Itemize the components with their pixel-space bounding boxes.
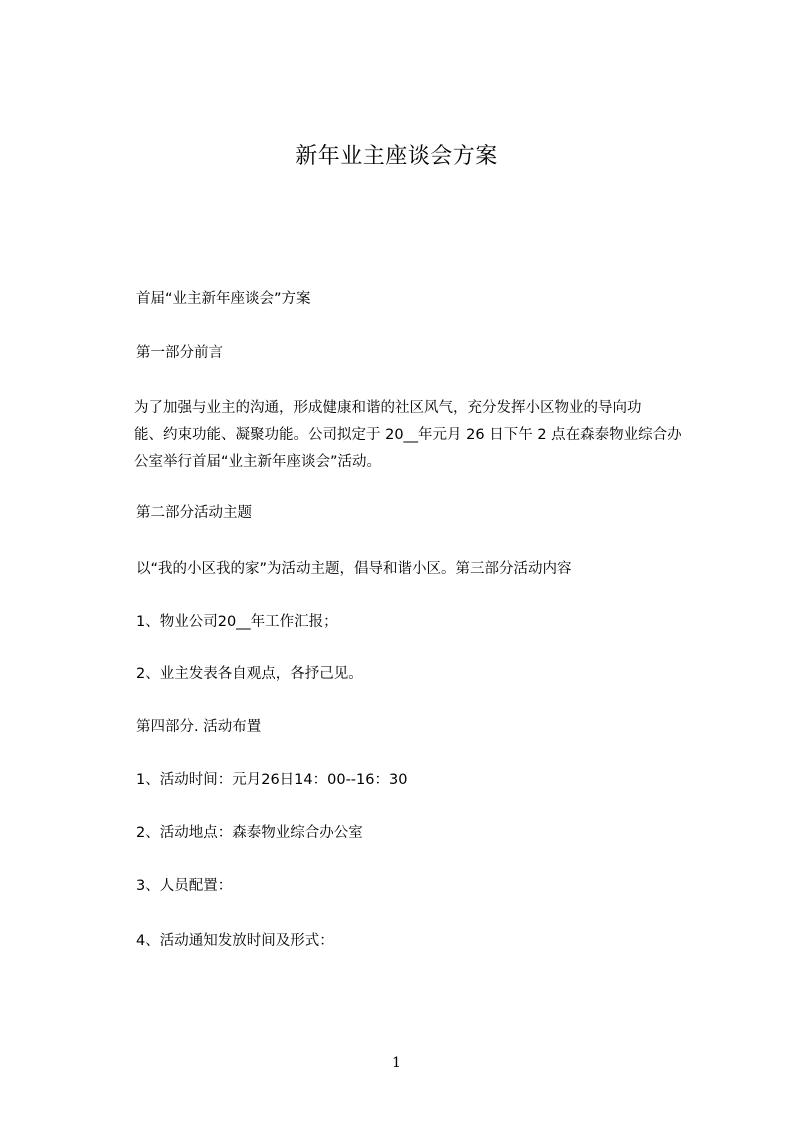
page-number: 1 xyxy=(392,1055,401,1071)
paragraph-preface xyxy=(134,395,682,476)
paragraph-arrangement-staff: 3、人员配置： xyxy=(136,878,233,894)
paragraph-part-four-heading: 第四部分. 活动布置 xyxy=(136,719,262,735)
preface-line-3: 公室举行首届“业主新年座谈会”活动。 xyxy=(134,454,382,470)
paragraph-content-item-1: 1、物业公司20__年工作汇报； xyxy=(136,614,338,630)
preface-line-2: 能、约束功能、凝聚功能。公司拟定于 20__年元月 26 日下午 2 点在森泰物业综合办 xyxy=(134,427,682,443)
paragraph-content-item-2: 2、业主发表各自观点，各抒己见。 xyxy=(136,666,363,682)
paragraph-arrangement-location: 2、活动地点：森泰物业综合办公室 xyxy=(136,825,363,841)
paragraph-part-one-heading: 第一部分前言 xyxy=(136,345,223,361)
paragraph-part-two-heading: 第二部分活动主题 xyxy=(136,505,252,521)
paragraph-theme: 以“我的小区我的家”为活动主题，倡导和谐小区。第三部分活动内容 xyxy=(136,561,572,577)
paragraph-plan-heading: 首届“业主新年座谈会”方案 xyxy=(136,291,311,307)
preface-line-1: 为了加强与业主的沟通，形成健康和谐的社区风气，充分发挥小区物业的导向功 xyxy=(134,400,642,416)
document-title: 新年业主座谈会方案 xyxy=(295,144,498,169)
paragraph-arrangement-time: 1、活动时间：元月26日14：00--16：30 xyxy=(136,772,408,788)
paragraph-arrangement-notice: 4、活动通知发放时间及形式： xyxy=(136,933,334,949)
